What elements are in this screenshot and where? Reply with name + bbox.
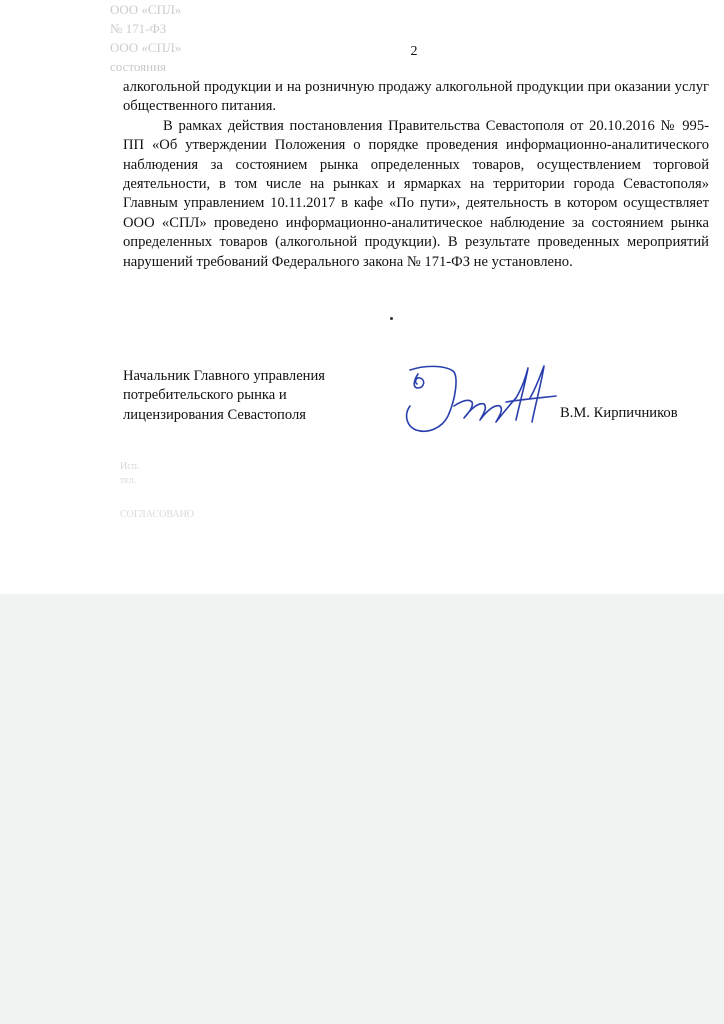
ink-speck — [390, 317, 393, 320]
letter-body — [123, 78, 709, 272]
bleed-line: ООО «СПЛ» — [110, 2, 182, 17]
bleed-line: № 171-ФЗ — [110, 21, 167, 36]
bleed-line: тел. — [120, 475, 137, 486]
bleed-through-text-top — [110, 0, 710, 80]
bleed-line: состояния — [110, 59, 166, 74]
page-number: 2 — [410, 44, 418, 59]
signer-name: В.М. Кирпичников — [560, 405, 678, 421]
signer-position — [123, 367, 383, 425]
bleed-line: ООО «СПЛ» — [110, 40, 182, 55]
body-paragraph-inspection: В рамках действия постановления Правительства Севастополя от 20.10.2016 № 995-ПП «Об утверждении Положения о порядке проведения информационно-аналитического наблюдения за состоянием рынка определенных товаров, осуществлением торговой деятельности, в том числе на рынках и ярмарках на территории города Севастополя» Главным управлением 10.11.2017 в кафе «По пути», деятельность в котором осуществляет ООО «СПЛ» проведено информационно-аналитическое наблюдение за состоянием рынка определенных товаров (алкогольной продукции). В результате проведенных мероприятий нарушений требований Федерального закона № 171-ФЗ не установлено. — [123, 117, 709, 270]
signer-position-line: Начальник Главного управления — [123, 368, 326, 384]
scan-lower-area — [0, 594, 724, 1024]
signer-position-line: потребительского рынка и — [123, 387, 287, 404]
bleed-line: СОГЛАСОВАНО — [120, 509, 195, 520]
bleed-line: Исп. — [120, 461, 140, 472]
bleed-through-text-middle — [120, 460, 320, 540]
signer-position-line: лицензирования Севастополя — [123, 406, 306, 423]
handwritten-signature — [398, 358, 568, 440]
body-paragraph-continuation: алкогольной продукции и на розничную продажу алкогольной продукции при оказании услуг общественного питания. — [123, 79, 709, 115]
